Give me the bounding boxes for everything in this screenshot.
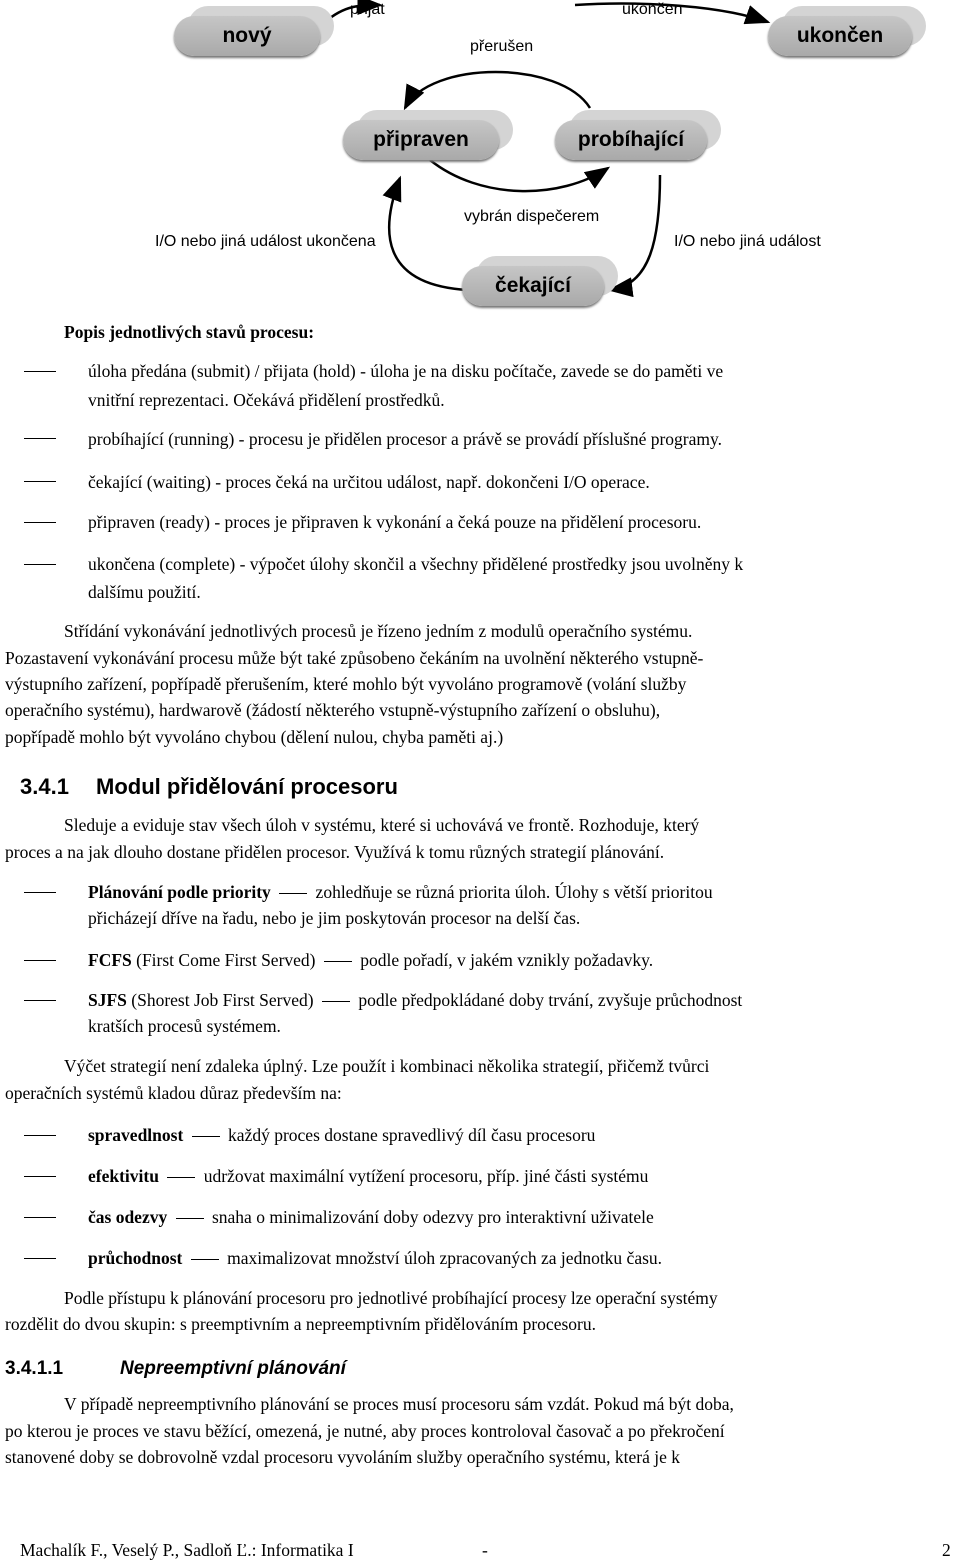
section-number: 3.4.1	[20, 774, 69, 799]
label-io-wait: I/O nebo jiná událost	[674, 233, 821, 250]
state-desc-line: dalšímu použití.	[88, 582, 201, 602]
paragraph-line: V případě nepreemptivního plánování se proces musí procesoru sám vzdát. Pokud má být doba,	[64, 1394, 734, 1414]
paragraph-line: operačního systému), hardwarově (žádostí některého vstupně-výstupního zařízení o obsluhu),	[5, 700, 661, 720]
state-desc-line: ukončena (complete) - výpočet úlohy skončil a všechny přidělené prostředky jsou uvolněny k	[88, 554, 744, 574]
label-prerusen: přerušen	[470, 38, 534, 55]
footer-separator: -	[482, 1540, 488, 1560]
label-ukoncen: ukončen	[622, 1, 683, 18]
strategy-note: (Shorest Job First Served)	[131, 990, 318, 1010]
criteria-term: efektivitu	[88, 1166, 159, 1186]
label-prijat: přijat	[350, 1, 385, 18]
criteria-desc: každý proces dostane spravedlivý díl času procesoru	[228, 1125, 596, 1145]
bullet-dash	[24, 564, 56, 565]
bullet-dash	[24, 438, 56, 439]
bullet-dash	[24, 1135, 56, 1136]
arrow-io-done	[389, 178, 468, 290]
subsection-number: 3.4.1.1	[5, 1358, 64, 1379]
paragraph-line: popřípadě mohlo být vyvoláno chybou (dělení nulou, chyba paměti aj.)	[5, 727, 504, 747]
criteria-item	[88, 1204, 654, 1230]
strategy-item	[88, 987, 742, 1013]
state-pripraven: připraven	[343, 110, 513, 160]
bullet-dash	[24, 1176, 56, 1177]
paragraph-line: Výčet strategií není zdaleka úplný. Lze použít i kombinaci několika strategií, přičemž tvůrci	[64, 1056, 710, 1076]
arrow-prerusen	[405, 72, 590, 108]
paragraph-line: stanovené doby se dobrovolně vzdal procesoru vyvoláním služby operačního systému, která je k	[5, 1447, 681, 1467]
paragraph-line: Pozastavení vykonávání procesu může být také způsobeno čekáním na uvolnění některého vstupně-	[5, 648, 704, 668]
criteria-desc: snaha o minimalizování doby odezvy pro interaktivní uživatele	[211, 1207, 654, 1227]
criteria-item	[88, 1163, 648, 1189]
bullet-dash	[24, 1258, 56, 1259]
strategy-line2: kratších procesů systémem.	[88, 1016, 281, 1036]
label-vybran: vybrán dispečerem	[464, 208, 600, 225]
bullet-dash	[24, 1000, 56, 1001]
criteria-desc: maximalizovat množství úloh zpracovaných za jednotku času.	[227, 1248, 663, 1268]
paragraph-line: operačních systémů kladou důraz především na:	[5, 1083, 342, 1103]
em-dash	[167, 1177, 195, 1178]
criteria-term: spravedlnost	[88, 1125, 184, 1145]
strategy-item	[88, 947, 653, 973]
state-cekajici: čekající	[462, 256, 618, 306]
label-io-done: I/O nebo jiná událost ukončena	[155, 233, 376, 250]
states-heading: Popis jednotlivých stavů procesu:	[64, 322, 315, 342]
subsection-title: Nepreemptivní plánování	[120, 1358, 346, 1379]
section-title: Modul přidělování procesoru	[96, 774, 398, 799]
page-number: 2	[942, 1540, 951, 1560]
paragraph-line: Střídání vykonávání jednotlivých procesů je řízeno jedním z modulů operačního systému.	[64, 621, 693, 641]
em-dash	[191, 1259, 219, 1260]
strategy-term: Plánování podle priority	[88, 882, 271, 902]
em-dash	[322, 1001, 350, 1002]
em-dash	[279, 893, 307, 894]
state-ukoncen: ukončen	[768, 6, 926, 56]
strategy-line2: přicházejí dříve na řadu, nebo je jim poskytován procesor na delší čas.	[88, 908, 581, 928]
bullet-dash	[24, 1217, 56, 1218]
em-dash	[324, 961, 352, 962]
state-desc-line: připraven (ready) - proces je připraven k vykonání a čeká pouze na přidělení procesoru.	[88, 512, 702, 532]
strategy-desc: zohledňuje se různá priorita úloh. Úlohy s větší prioritou	[315, 882, 713, 902]
bullet-dash	[24, 960, 56, 961]
paragraph-line: proces a na jak dlouho dostane přidělen procesor. Využívá k tomu různých strategií plánování.	[5, 842, 665, 862]
arrow-vybran	[430, 160, 608, 191]
strategy-desc: podle předpokládané doby trvání, zvyšuje průchodnost	[358, 990, 743, 1010]
bullet-dash	[24, 481, 56, 482]
footer-authors: Machalík F., Veselý P., Sadloň Ľ.: Informatika I	[20, 1540, 354, 1560]
em-dash	[192, 1136, 220, 1137]
criteria-term: průchodnost	[88, 1248, 183, 1268]
criteria-item	[88, 1122, 595, 1148]
criteria-desc: udržovat maximální vytížení procesoru, příp. jiné části systému	[203, 1166, 649, 1186]
strategy-term: SJFS	[88, 990, 127, 1010]
bullet-dash	[24, 522, 56, 523]
paragraph-line: výstupního zařízení, popřípadě přerušením, které mohlo být vyvoláno programově (volání služby	[5, 674, 687, 694]
state-desc-line: vnitřní reprezentaci. Očekává přidělení prostředků.	[88, 390, 445, 410]
paragraph-line: Podle přístupu k plánování procesoru pro jednotlivé probíhající procesy lze operační systémy	[64, 1288, 718, 1308]
bullet-dash	[24, 371, 56, 372]
paragraph-line: Sleduje a eviduje stav všech úloh v systému, které si uchovává ve frontě. Rozhoduje, který	[64, 815, 700, 835]
em-dash	[176, 1218, 204, 1219]
criteria-item	[88, 1245, 662, 1271]
state-desc-line: probíhající (running) - procesu je přidělen procesor a právě se provádí příslušné programy.	[88, 429, 722, 449]
bullet-dash	[24, 892, 56, 893]
criteria-term: čas odezvy	[88, 1207, 168, 1227]
state-desc-line: čekající (waiting) - proces čeká na určitou událost, např. dokončeni I/O operace.	[88, 472, 650, 492]
strategy-item	[88, 879, 713, 905]
strategy-term: FCFS	[88, 950, 132, 970]
state-desc-line: úloha předána (submit) / přijata (hold) - úloha je na disku počítače, zavede se do paměti ve	[88, 361, 724, 381]
strategy-note: (First Come First Served)	[136, 950, 320, 970]
state-probihajici: probíhající	[555, 110, 721, 160]
paragraph-line: po kterou je proces ve stavu běžící, omezená, je nutné, aby proces kontroloval časovač a po překročení	[5, 1421, 725, 1441]
strategy-desc: podle pořadí, v jakém vznikly požadavky.	[360, 950, 654, 970]
state-novy: nový	[174, 6, 334, 56]
paragraph-line: rozdělit do dvou skupin: s preemptivním a nepreemptivním přidělováním procesoru.	[5, 1314, 596, 1334]
